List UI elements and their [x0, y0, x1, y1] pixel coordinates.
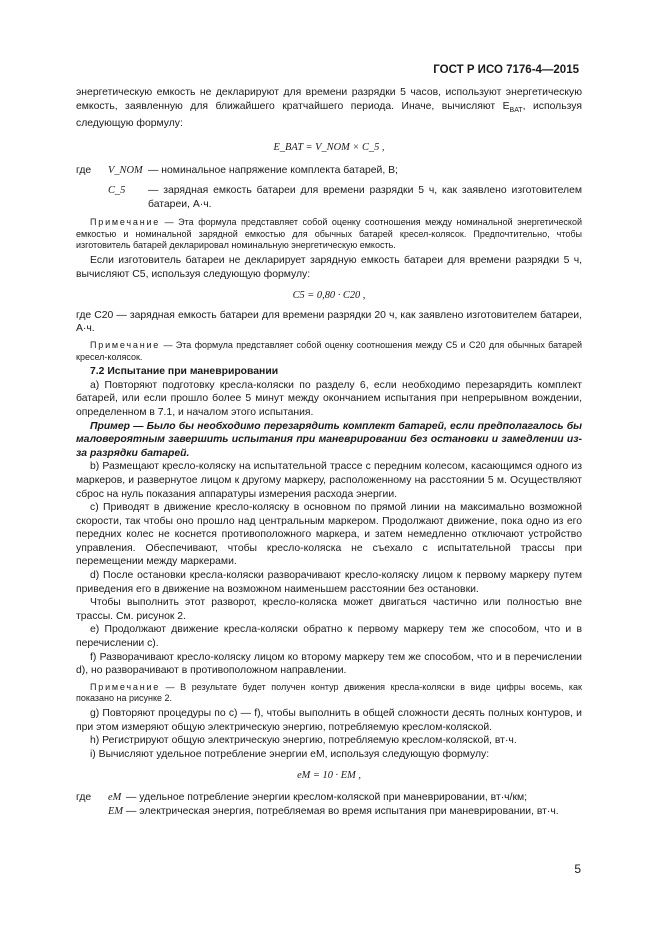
paragraph-energy-capacity-end: , используя следующую формулу: [76, 100, 582, 130]
example-paragraph: Пример — Было бы необходимо перезарядить комплект батарей, если предполагалось бы маловероятным завершить испытания при маневрировании без остановки и замедлении из-за разрядки батарей. [76, 420, 582, 459]
definition-vnom-text: — номинальное напряжение комплекта батарей, В; [148, 165, 398, 177]
item-e: e) Продолжают движение кресла-коляски обратно к первому маркеру тем же способом, что и в перечислении c). [76, 624, 582, 650]
where-spacer [76, 184, 108, 211]
note-3 [76, 682, 582, 705]
definition-em [76, 791, 582, 805]
definition-em-text: — удельное потребление энергии креслом-коляской при маневрировании, вт·ч/км; [126, 791, 528, 803]
note-2-text: — Эта формула представляет собой оценку соотношения между C5 и C20 для обычных батарей кресел-колясок. [76, 339, 582, 362]
definition-vnom [76, 164, 582, 178]
symbol-vnom: V_NOM [108, 165, 143, 177]
item-d: d) После остановки кресла-коляски разворачивают кресло-коляску лицом к первому маркеру путем приведения его в движение на возможном наименьшем расстоянии без остановки. [76, 570, 582, 595]
note-3-label: Примечание [90, 681, 161, 692]
symbol-EM: EM [108, 805, 124, 817]
paragraph-c20: где C20 — зарядная емкость батареи для времени разрядки 20 ч, как заявлено изготовителем батареи, А·ч. [76, 309, 582, 335]
note-2-label: Примечание [90, 339, 161, 350]
document-body [76, 86, 582, 818]
section-heading: 7.2 Испытание при маневрировании [90, 366, 279, 378]
definition-EM [76, 805, 582, 819]
symbol-em: eM [108, 791, 122, 803]
where-label: где [76, 165, 92, 177]
definition-c5-text: — зарядная емкость батареи для времени разрядки 5 ч, как заявлено изготовителем батареи, А·ч. [148, 185, 582, 210]
definition-EM-text: — электрическая энергия, потребляемая во время испытания при маневрировании, вт·ч. [126, 805, 559, 817]
item-c: c) Приводят в движение кресло-коляску в основном по прямой линии на максимально возможной скорости, так чтобы оно прошло над центральным маркером. Продолжают движение, пока одно из его передних колес не коснется противоположного маркера, и затем немедленно отключают устройство управления. Обеспечивают, чтобы кресло-коляска не съехало с испытательной трассы при перемещении между маркерами. [76, 502, 582, 568]
item-i: i) Вычисляют удельное потребление энергии eM, используя следующую формулу: [90, 748, 490, 760]
page-number: 5 [574, 862, 581, 876]
paragraph-c5: Если изготовитель батареи не декларирует зарядную емкость батареи для времени разрядки 5 ч, вычисляют C5, используя следующую формулу: [76, 255, 582, 280]
item-d-continued: Чтобы выполнить этот разворот, кресло-коляска может двигаться частично или полностью вне трассы. См. рисунок 2. [76, 597, 582, 622]
definition-c5 [76, 184, 582, 211]
item-g: g) Повторяют процедуры по c) — f), чтобы выполнить в общей сложности десять полных контуров, и при этом измеряют общую электрическую энергию, потребляемую креслом-коляской. [76, 708, 582, 733]
paragraph-energy-capacity-text: энергетическую емкость не декларируют для времени разрядки 5 часов, используют энергетическую емкость, заявленную для ближайшего кратчайшего периода. Иначе, вычисляют E [76, 87, 582, 112]
note-1-label: Примечание [90, 217, 161, 228]
ebat-subscript: BAT [509, 106, 523, 114]
symbol-c5: C_5 [108, 185, 126, 197]
item-b: b) Размещают кресло-коляску на испытательной трассе с передним колесом, касающимся одного из маркеров, и развернутое лицом к другому маркеру, расположенному на расстоянии 5 м. Осуществляют сброс на нуль показания аппаратуры измерения расхода энергии. [76, 461, 582, 500]
note-1 [76, 217, 582, 252]
item-h: h) Регистрируют общую электрическую энергию, потребляемую креслом-коляской, вт·ч. [90, 735, 517, 747]
formula-c5: C5 = 0,80 · C20 , [292, 290, 366, 302]
standard-header: ГОСТ Р ИСО 7176-4—2015 [433, 64, 579, 76]
note-2 [76, 340, 582, 363]
note-1-text: — Эта формула представляет собой оценку соотношения между номинальной энергетической емкостью и номинальной зарядной емкостью для обычных батарей кресел-колясок. Предпочтительно, чтобы изготовитель батарей декларировал номинальную энергетическую емкость. [76, 217, 582, 251]
where-label-2: где [76, 791, 92, 803]
formula-em: eM = 10 · EM , [297, 770, 361, 782]
item-a: a) Повторяют подготовку кресла-коляски по разделу 6, если необходимо перезарядить комплект батарей, или если прошло более 5 минут между окончанием испытания при непрерывном вождении, определенном в 7.1, и началом этого испытания. [76, 379, 582, 418]
formula-ebat: E_BAT = V_NOM × C_5 , [273, 141, 385, 153]
paragraph-energy-capacity [76, 86, 582, 131]
item-f: f) Разворачивают кресло-коляску лицом ко второму маркеру тем же способом, что и в перечислении d), но разворачивают в противоположном направлении. [76, 651, 582, 677]
where-spacer-2 [76, 805, 108, 819]
note-3-text: — В результате будет получен контур движения кресла-коляски в виде цифры восемь, как показано на рисунке 2. [76, 681, 582, 704]
